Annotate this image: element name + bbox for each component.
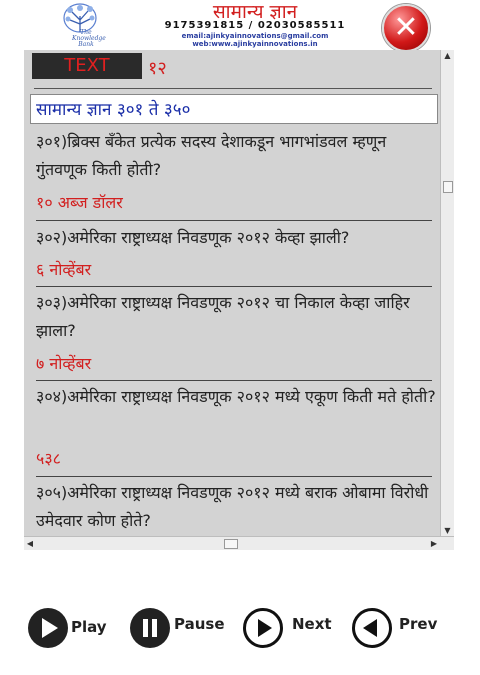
answer-302: ६ नोव्हेंबर (36, 260, 92, 279)
next-button[interactable] (243, 608, 333, 654)
next-icon (243, 608, 283, 648)
question-301: ३०१)ब्रिक्स बँकेत प्रत्येक सदस्य देशाकडून भागभांडवल म्हणून गुंतवणूक किती होती? (36, 132, 387, 179)
close-button[interactable] (382, 4, 430, 52)
page-number: १२ (148, 58, 167, 79)
divider (36, 380, 432, 381)
phone-number: 9175391815 / 02030585511 (164, 20, 346, 31)
app-header (0, 0, 480, 50)
content-panel[interactable] (24, 50, 454, 550)
playback-controls (0, 600, 480, 670)
pause-icon (130, 608, 170, 648)
scroll-up-icon[interactable]: ▲ (444, 51, 451, 60)
app-title: सामान्य ज्ञान (212, 1, 298, 23)
prev-button[interactable] (352, 608, 442, 654)
pause-label: Pause (174, 615, 225, 633)
scroll-right-icon[interactable]: ▶ (430, 539, 438, 548)
scroll-down-icon[interactable]: ▼ (444, 526, 451, 535)
answer-301: १० अब्ज डॉलर (36, 193, 123, 212)
play-icon (28, 608, 68, 648)
divider (36, 476, 432, 477)
divider (36, 220, 432, 221)
question-302: ३०२)अमेरिका राष्ट्राध्यक्ष निवडणूक २०१२ केव्हा झाली? (36, 228, 350, 247)
scroll-thumb-horizontal[interactable] (224, 539, 238, 549)
next-label: Next (292, 615, 332, 633)
play-label: Play (71, 618, 107, 636)
vertical-scrollbar[interactable] (440, 50, 454, 537)
scroll-thumb[interactable] (443, 181, 453, 193)
answer-304: ५३८ (36, 449, 61, 468)
website-address: web:www.ajinkyainnovations.in (192, 40, 318, 48)
divider (34, 88, 432, 89)
logo-text: The Knowledge Bank (72, 29, 106, 48)
question-304: ३०४)अमेरिका राष्ट्राध्यक्ष निवडणूक २०१२ मध्ये एकूण किती मते होती? (36, 387, 436, 406)
email-address: email:ajinkyainnovations@gmail.com (181, 32, 329, 40)
topic-title: सामान्य ज्ञान ३०१ ते ३५० (30, 94, 438, 124)
close-icon: ✕ (393, 10, 419, 45)
text-button[interactable]: TEXT (32, 53, 142, 79)
pause-button[interactable] (130, 608, 225, 654)
play-button[interactable] (28, 608, 108, 654)
answer-303: ७ नोव्हेंबर (36, 354, 92, 373)
question-303: ३०३)अमेरिका राष्ट्राध्यक्ष निवडणूक २०१२ चा निकाल केव्हा जाहिर झाला? (36, 293, 410, 340)
prev-label: Prev (399, 615, 438, 633)
scroll-left-icon[interactable]: ◀ (26, 539, 34, 548)
question-305: ३०५)अमेरिका राष्ट्राध्यक्ष निवडणूक २०१२ मध्ये बराक ओबामा विरोधी उमेदवार कोण होते? (36, 483, 429, 530)
prev-icon (352, 608, 392, 648)
divider (36, 286, 432, 287)
horizontal-scrollbar[interactable] (24, 536, 454, 550)
